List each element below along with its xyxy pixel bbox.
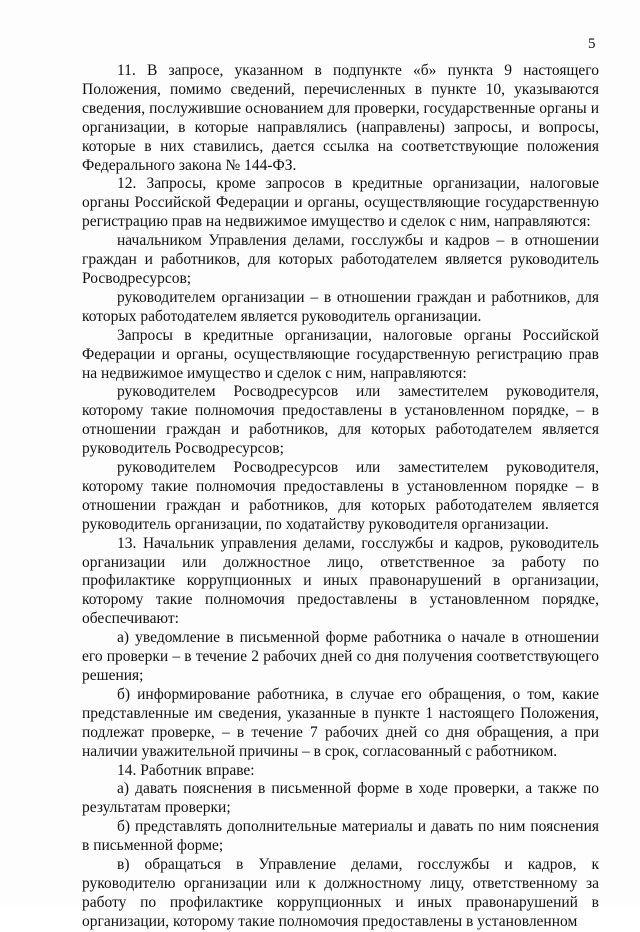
document-body <box>82 62 599 932</box>
paragraph-12-item-2: руководителем организации – в отношении граждан и работников, для которых работодателем является руководитель организации. <box>82 288 599 325</box>
paragraph-13: 13. Начальник управления делами, госслужбы и кадров, руководитель организации или должностное лицо, ответственное за работу по профилактике коррупционных и иных правонарушений в организации, которому такие полномочия предоставлены в установленном порядке, обеспечивают: <box>82 534 599 628</box>
paragraph-14-item-v: в) обращаться в Управление делами, госслужбы и кадров, к руководителю организации или к должностному лицу, ответственному за работу по профилактике коррупционных и иных правонарушений в организации, которому такие полномочия предоставлены в установленном <box>82 856 599 930</box>
paragraph-13-item-a: а) уведомление в письменной форме работника о начале в отношении его проверки – в течение 2 рабочих дней со дня получения соответствующего решения; <box>82 629 599 684</box>
paragraph-11: 11. В запросе, указанном в подпункте «б» пункта 9 настоящего Положения, помимо сведений, перечисленных в пункте 10, указываются сведения, послужившие основанием для проверки, государственные органы и организации, в которые направлялись (направлены) запросы, и вопросы, которые в них ставились, дается ссылка на соответствующие положения Федерального закона № 144-ФЗ. <box>82 62 599 174</box>
paragraph-12-credit-item-2: руководителем Росводресурсов или заместителем руководителя, которому такие полномочия предоставлены в установленном порядке – в отношении граждан и работников, для которых работодателем является руководитель организации, по ходатайству руководителя организации. <box>82 459 599 533</box>
paragraph-14: 14. Работник вправе: <box>117 761 255 779</box>
paragraph-14-item-a: а) давать пояснения в письменной форме в ходе проверки, а также по результатам проверки; <box>82 780 599 817</box>
paragraph-12-item-1: начальником Управления делами, госслужбы и кадров – в отношении граждан и работников, для которых работодателем является руководитель Росводресурсов; <box>82 232 599 287</box>
page-number: 5 <box>588 36 596 52</box>
paragraph-12-credit-requests: Запросы в кредитные организации, налоговые органы Российской Федерации и органы, осуществляющие государственную регистрацию прав на недвижимое имущество и сделок с ним, направляются: <box>82 326 599 382</box>
paragraph-12-credit-item-1: руководителем Росводресурсов или заместителем руководителя, которому такие полномочия предоставлены в установленном порядке, – в отношении граждан и работников, для которых работодателем является руководитель Росводресурсов; <box>82 383 599 458</box>
paragraph-14-item-b: б) представлять дополнительные материалы и давать по ним пояснения в письменной форме; <box>82 818 599 855</box>
paragraph-12: 12. Запросы, кроме запросов в кредитные организации, налоговые органы Российской Федерации и органы, осуществляющие государственную регистрацию прав на недвижимое имущество и сделок с ним, направляются: <box>82 175 599 231</box>
paragraph-13-item-b: б) информирование работника, в случае его обращения, о том, какие представленные им сведения, указанные в пункте 1 настоящего Положения, подлежат проверке, – в течение 7 рабочих дней со дня обращения, а при наличии уважительной причины – в срок, согласованный с работником. <box>82 685 599 760</box>
